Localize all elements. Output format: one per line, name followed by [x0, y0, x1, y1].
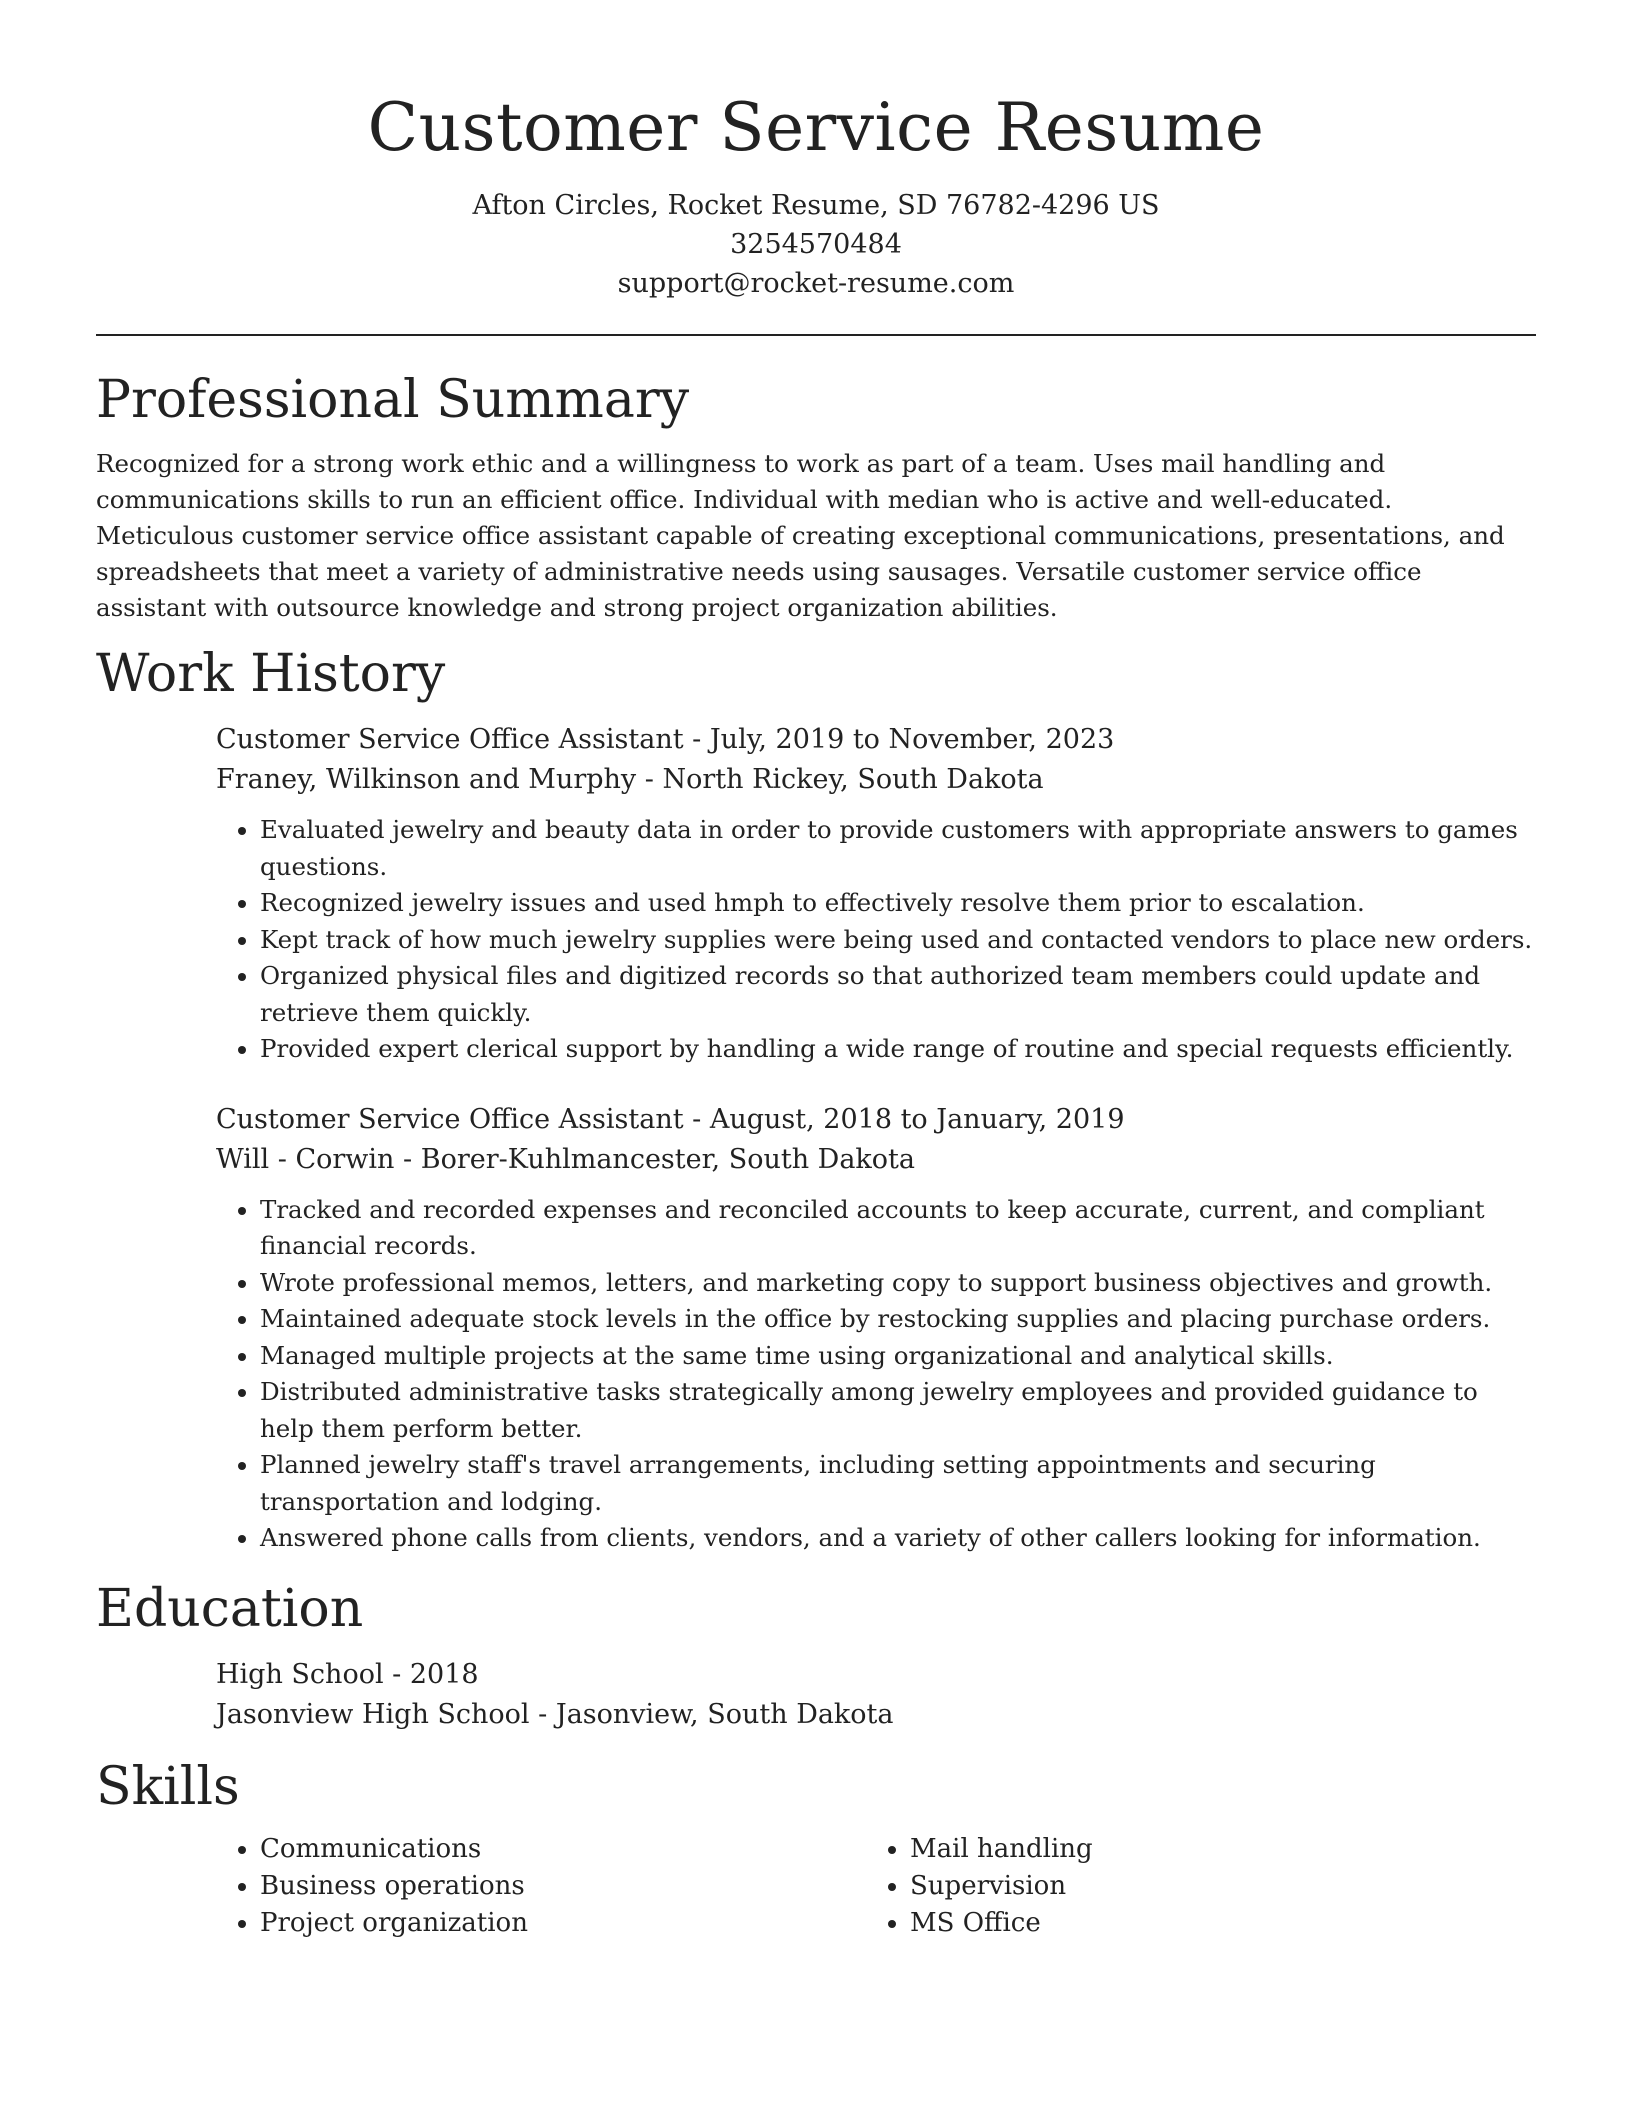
- education-year: - 2018: [383, 1658, 479, 1690]
- work-title: Work History: [96, 644, 446, 704]
- job-entry: [216, 720, 1536, 1068]
- contact-block: [96, 186, 1536, 303]
- job-role: Customer Service Office Assistant: [216, 724, 684, 755]
- skill-item: • Project organization: [260, 1905, 866, 1942]
- job-bullet: • Answered phone calls from clients, vendors, and a variety of other callers looking for information.: [260, 1520, 1536, 1557]
- skills-list-right: [866, 1831, 1516, 1942]
- contact-phone: 3254570484: [730, 229, 902, 260]
- job-entry: [216, 1100, 1536, 1557]
- job-bullet: • Organized physical files and digitized records so that authorized team members could update and retrieve them quickly.: [260, 958, 1536, 1031]
- skills-title: Skills: [96, 1756, 240, 1817]
- skill-item: • Business operations: [260, 1868, 866, 1905]
- resume-name: Customer Service Resume: [367, 89, 1265, 166]
- education-entry: [216, 1655, 1536, 1735]
- job-title-line: [216, 1100, 1536, 1140]
- job-bullet: • Recognized jewelry issues and used hmph to effectively resolve them prior to escalation.: [260, 885, 1536, 922]
- summary-section: [96, 370, 1536, 626]
- job-bullets: [216, 1192, 1536, 1557]
- education-section: [96, 1579, 1536, 1735]
- work-section: [96, 644, 1536, 1557]
- job-dates: - August, 2018 to January, 2019: [683, 1103, 1125, 1135]
- skills-grid: [216, 1831, 1536, 1942]
- job-bullet: • Managed multiple projects at the same time using organizational and analytical skills.: [260, 1338, 1536, 1375]
- skills-column-left: [216, 1831, 866, 1942]
- resume-page: [96, 0, 1536, 1942]
- job-bullet: • Evaluated jewelry and beauty data in order to provide customers with appropriate answers to games questions.: [260, 812, 1536, 885]
- summary-text: Recognized for a strong work ethic and a willingness to work as part of a team. Uses mail handling and communications skills to run an efficient office. Individual with median who is active and well-educated. Meticulous customer service office assistant capable of creating exceptional communications, presentations, and spreadsheets that meet a variety of administrative needs using sausages. Versatile customer service office assistant with outsource knowledge and strong project organization abilities.: [96, 449, 1505, 622]
- education-location: - Jasonview, South Dakota: [529, 1698, 894, 1730]
- contact-address: Afton Circles, Rocket Resume, SD 76782-4296 US: [472, 190, 1160, 221]
- job-company: Franey, Wilkinson and Murphy: [216, 764, 637, 795]
- skills-section: [96, 1757, 1536, 1942]
- skill-item: • MS Office: [910, 1905, 1516, 1942]
- job-bullet: • Provided expert clerical support by handling a wide range of routine and special requests efficiently.: [260, 1031, 1536, 1068]
- job-location: - Borer-Kuhlmancester, South Dakota: [394, 1143, 915, 1175]
- resume-header: [96, 0, 1536, 303]
- job-company-line: [216, 1140, 1536, 1180]
- skill-item: • Communications: [260, 1831, 866, 1868]
- job-bullets: [216, 812, 1536, 1068]
- skills-column-right: [866, 1831, 1516, 1942]
- header-divider: [96, 334, 1536, 336]
- education-degree-line: [216, 1655, 1536, 1695]
- education-school-line: [216, 1695, 1536, 1735]
- education-degree: High School: [216, 1658, 384, 1690]
- skill-item: • Mail handling: [910, 1831, 1516, 1868]
- summary-title: Professional Summary: [96, 370, 690, 430]
- skills-list-left: [216, 1831, 866, 1942]
- job-bullet: • Planned jewelry staff's travel arrangements, including setting appointments and securing transportation and lodging.: [260, 1447, 1536, 1520]
- job-bullet: • Maintained adequate stock levels in the office by restocking supplies and placing purchase orders.: [260, 1301, 1536, 1338]
- skill-item: • Supervision: [910, 1868, 1516, 1905]
- job-bullet: • Wrote professional memos, letters, and marketing copy to support business objectives and growth.: [260, 1265, 1536, 1302]
- job-bullet: • Distributed administrative tasks strategically among jewelry employees and provided guidance to help them perform better.: [260, 1374, 1536, 1447]
- job-dates: - July, 2019 to November, 2023: [683, 724, 1115, 755]
- education-school: Jasonview High School: [216, 1698, 530, 1730]
- job-location: - North Rickey, South Dakota: [636, 764, 1044, 795]
- job-bullet: • Tracked and recorded expenses and reconciled accounts to keep accurate, current, and compliant financial records.: [260, 1192, 1536, 1265]
- job-title-line: [216, 720, 1536, 760]
- contact-email: support@rocket-resume.com: [617, 268, 1015, 299]
- job-role: Customer Service Office Assistant: [216, 1103, 684, 1135]
- job-company: Will - Corwin: [216, 1143, 395, 1175]
- education-title: Education: [96, 1578, 364, 1639]
- job-company-line: [216, 760, 1536, 800]
- job-bullet: • Kept track of how much jewelry supplies were being used and contacted vendors to place new orders.: [260, 922, 1536, 959]
